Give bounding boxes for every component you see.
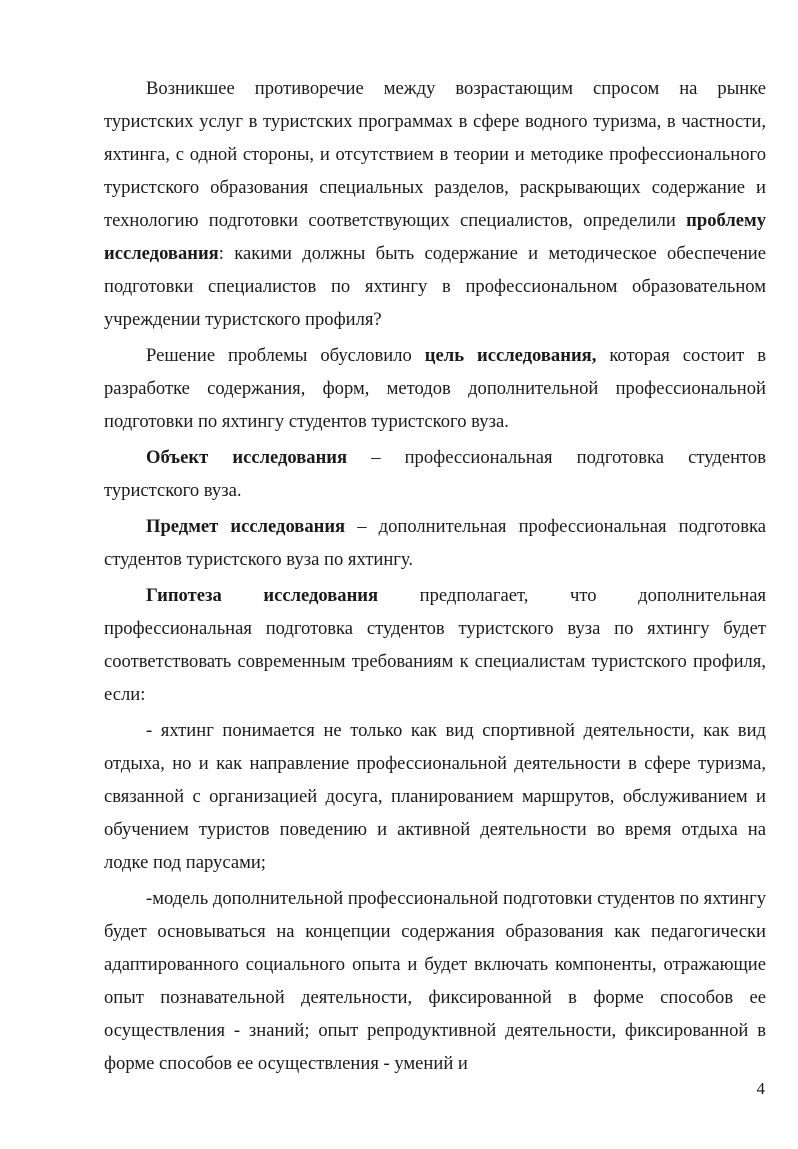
text-run: - яхтинг понимается не только как вид спортивной деятельности, как вид отдыха, но и как направление профессиональной деятельности в сфере туризма, связанной с организацией досуга, планированием маршрутов, обслуживанием и обучением туристов поведению и активной деятельности во время отдыха на лодке под парусами; — [104, 720, 766, 873]
text-run: Возникшее противоречие между возрастающим спросом на рынке туристских услуг в туристских программах в сфере водного туризма, в частности, яхтинга, с одной стороны, и отсутствием в теории и методике профессионального туристского образования специальных разделов, раскрывающих содержание и технологию подготовки соответствующих специалистов, определили — [104, 78, 766, 231]
paragraph-contradiction — [104, 72, 766, 336]
text-run: – дополнительная профессиональная подготовка студентов туристского вуза по яхтингу. — [104, 516, 766, 570]
page-number: 4 — [756, 1079, 765, 1098]
text-run: – профессиональная подготовка студентов туристского вуза. — [104, 447, 767, 501]
text-run: Решение проблемы обусловило — [146, 345, 425, 366]
text-run: которая состоит в разработке содержания, форм, методов дополнительной профессиональной подготовки по яхтингу студентов туристского вуза. — [104, 345, 766, 432]
document-page — [104, 72, 766, 1080]
term-subject: Предмет исследования — [146, 516, 346, 537]
paragraph-condition-2 — [104, 882, 766, 1080]
term-object: Объект исследования — [146, 447, 348, 468]
paragraph-subject — [104, 510, 766, 576]
text-run: -модель дополнительной профессиональной подготовки студентов по яхтингу будет основываться на концепции содержания образования как педагогически адаптированного социального опыта и будет включать компоненты, отражающие опыт познавательной деятельности, фиксированной в форме способов ее осуществления - знаний; опыт репродуктивной деятельности, фиксированной в форме способов ее осуществления - умений и — [104, 888, 766, 1074]
term-problem: проблему исследования — [104, 210, 766, 264]
paragraph-goal — [104, 339, 766, 438]
text-run: предполагает, что дополнительная профессиональная подготовка студентов туристского вуза по яхтингу будет соответствовать современным требованиям к специалистам туристского профиля, если: — [104, 585, 766, 705]
paragraph-object — [104, 441, 766, 507]
term-hypothesis: Гипотеза исследования — [146, 585, 379, 606]
text-run: : какими должны быть содержание и методическое обеспечение подготовки специалистов по яхтингу в профессиональном образовательном учреждении туристского профиля? — [104, 243, 766, 330]
term-goal: цель исследования, — [424, 345, 597, 366]
paragraph-hypothesis — [104, 579, 766, 711]
paragraph-condition-1 — [104, 714, 766, 879]
